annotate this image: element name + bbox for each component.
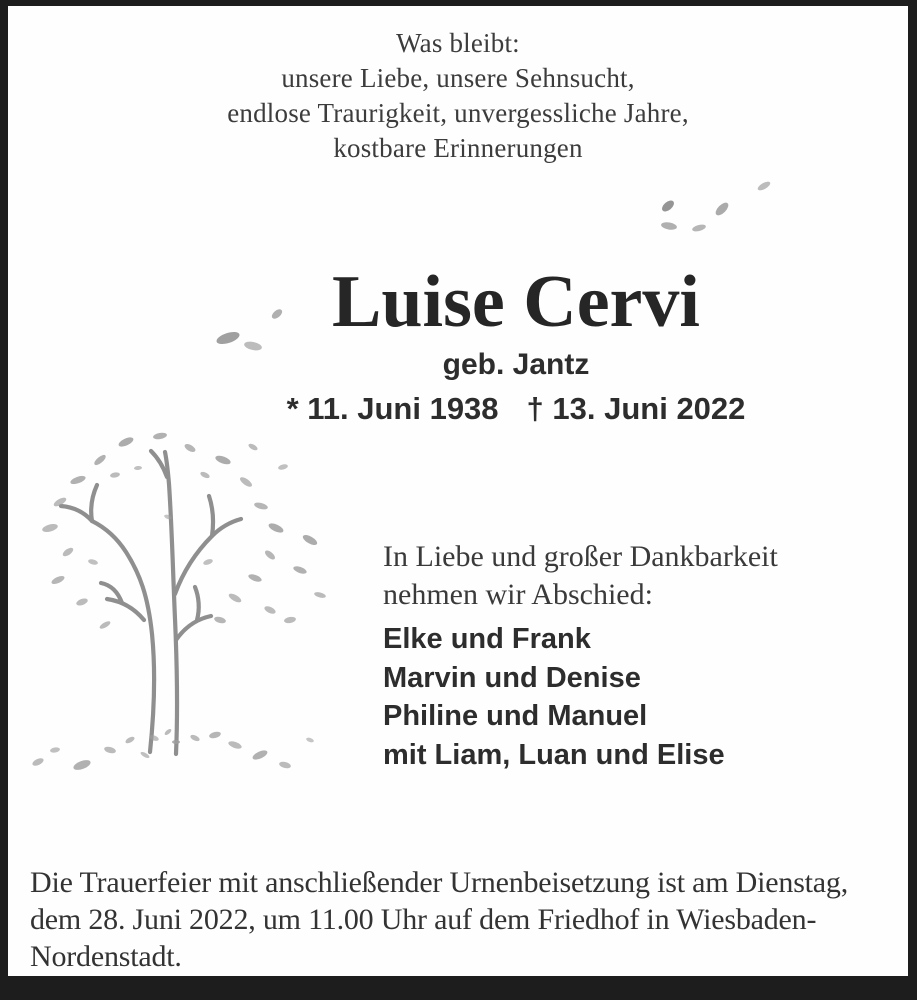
funeral-info: [30, 864, 890, 975]
farewell-line: In Liebe und großer Dankbarkeit: [383, 540, 778, 573]
tree-icon: [18, 422, 348, 797]
epigraph-line: endlose Traurigkeit, unvergessliche Jahre,: [227, 98, 689, 128]
farewell-text: [383, 538, 778, 614]
deceased-name: Luise Cervi: [332, 261, 700, 343]
life-dates: [123, 392, 909, 426]
death-date: † 13. Juni 2022: [526, 391, 746, 426]
epigraph-line: unsere Liebe, unsere Sehnsucht,: [281, 63, 635, 93]
epigraph-line: Was bleibt:: [396, 28, 520, 58]
farewell-line: nehmen wir Abschied:: [383, 578, 653, 611]
mourner-line: Marvin und Denise: [383, 661, 641, 694]
funeral-info-line: Die Trauerfeier mit anschließender Urnenbeisetzung ist am Dienstag,: [30, 866, 849, 899]
mourner-line: mit Liam, Luan und Elise: [383, 738, 725, 771]
birth-date: * 11. Juni 1938: [286, 391, 499, 426]
mourners-list: [383, 620, 725, 774]
deceased-block: [123, 262, 909, 426]
mourner-line: Philine und Manuel: [383, 700, 648, 732]
funeral-info-line: dem 28. Juni 2022, um 11.00 Uhr auf dem Friedhof in Wiesbaden-: [30, 903, 817, 936]
maiden-name: geb. Jantz: [442, 348, 590, 381]
epigraph-line: kostbare Erinnerungen: [333, 133, 583, 163]
falling-leaves-icon: [650, 178, 780, 238]
funeral-info-line: Nordenstadt.: [30, 940, 182, 973]
mourner-line: Elke und Frank: [383, 623, 591, 655]
epigraph-verse: [8, 26, 908, 166]
